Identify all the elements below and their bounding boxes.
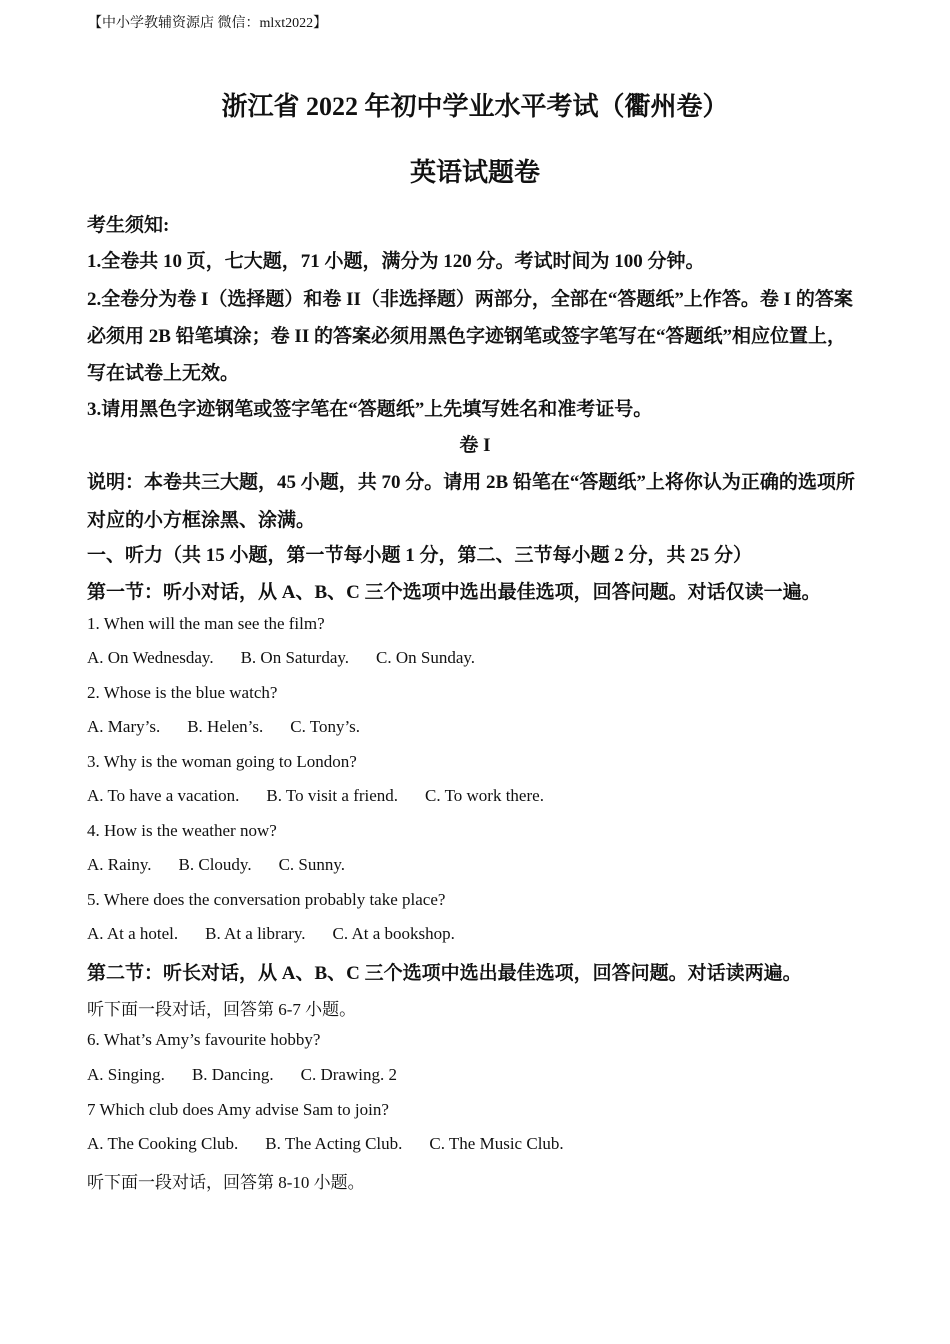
question-7-options — [87, 1134, 867, 1154]
option: A. Singing. — [87, 1065, 165, 1084]
question-4-options — [87, 855, 867, 875]
section-heading: 一、听力（共 15 小题，第一节每小题 1 分，第二、三节每小题 2 分，共 25 分） — [87, 545, 753, 566]
listen-instruction-2: 听下面一段对话，回答第 8-10 小题。 — [87, 1173, 365, 1192]
subsection-1-heading: 第一节：听小对话，从 A、B、C 三个选项中选出最佳选项，回答问题。对话仅读一遍。 — [87, 582, 821, 603]
description-line1: 说明：本卷共三大题，45 小题，共 70 分。请用 2B 铅笔在“答题纸”上将你认为正确的选项所 — [87, 472, 855, 493]
option: C. The Music Club. — [429, 1134, 564, 1153]
option: A. On Wednesday. — [87, 648, 214, 667]
question-5-options — [87, 924, 867, 944]
option: C. At a bookshop. — [332, 924, 455, 943]
question-2-options — [87, 717, 867, 737]
option: B. To visit a friend. — [266, 786, 399, 805]
exam-subtitle: 英语试题卷 — [409, 158, 540, 187]
option: A. To have a vacation. — [87, 786, 240, 805]
question-6-options — [87, 1065, 867, 1085]
subsection-2-heading: 第二节：听长对话，从 A、B、C 三个选项中选出最佳选项，回答问题。对话读两遍。 — [87, 963, 802, 984]
notice-item-3: 3.请用黑色字迹钢笔或签字笔在“答题纸”上先填写姓名和准考证号。 — [87, 399, 653, 420]
question-7: 7 Which club does Amy advise Sam to join? — [87, 1100, 389, 1119]
option: C. To work there. — [425, 786, 544, 805]
listen-instruction-1: 听下面一段对话，回答第 6-7 小题。 — [87, 1000, 357, 1019]
question-1-options — [87, 648, 867, 668]
notice-item-2-line2: 必须用 2B 铅笔填涂；卷 II 的答案必须用黑色字迹钢笔或签字笔写在“答题纸”相应位置上， — [87, 326, 846, 347]
option: A. Mary’s. — [87, 717, 161, 736]
option: B. Helen’s. — [187, 717, 264, 736]
option: A. Rainy. — [87, 855, 152, 874]
question-3: 3. Why is the woman going to London? — [87, 752, 357, 771]
option: B. The Acting Club. — [265, 1134, 403, 1153]
notice-item-2-line3: 写在试卷上无效。 — [87, 363, 240, 384]
option: A. At a hotel. — [87, 924, 179, 943]
option: C. Tony’s. — [290, 717, 361, 736]
header-watermark: 【中小学教辅资源店 微信：mlxt2022】 — [88, 16, 328, 31]
option: C. On Sunday. — [376, 648, 476, 667]
question-4: 4. How is the weather now? — [87, 821, 277, 840]
question-5: 5. Where does the conversation probably take place? — [87, 890, 446, 909]
description-line2: 对应的小方框涂黑、涂满。 — [87, 510, 316, 531]
exam-title: 浙江省 2022 年初中学业水平考试（衢州卷） — [221, 92, 729, 121]
notice-item-2-line1: 2.全卷分为卷 I（选择题）和卷 II（非选择题）两部分，全部在“答题纸”上作答。卷 I 的答案 — [87, 289, 853, 310]
question-3-options — [87, 786, 867, 806]
option: A. The Cooking Club. — [87, 1134, 239, 1153]
option: C. Drawing. 2 — [300, 1065, 397, 1084]
part-heading: 卷 I — [459, 435, 491, 456]
option: B. On Saturday. — [240, 648, 350, 667]
question-2: 2. Whose is the blue watch? — [87, 683, 278, 702]
option: B. Cloudy. — [178, 855, 252, 874]
notice-item-1: 1.全卷共 10 页，七大题，71 小题，满分为 120 分。考试时间为 100 分钟。 — [87, 251, 705, 272]
question-1: 1. When will the man see the film? — [87, 614, 325, 633]
option: B. At a library. — [205, 924, 306, 943]
notice-heading: 考生须知: — [87, 215, 170, 236]
question-6: 6. What’s Amy’s favourite hobby? — [87, 1030, 321, 1049]
option: B. Dancing. — [191, 1065, 274, 1084]
option: C. Sunny. — [278, 855, 346, 874]
